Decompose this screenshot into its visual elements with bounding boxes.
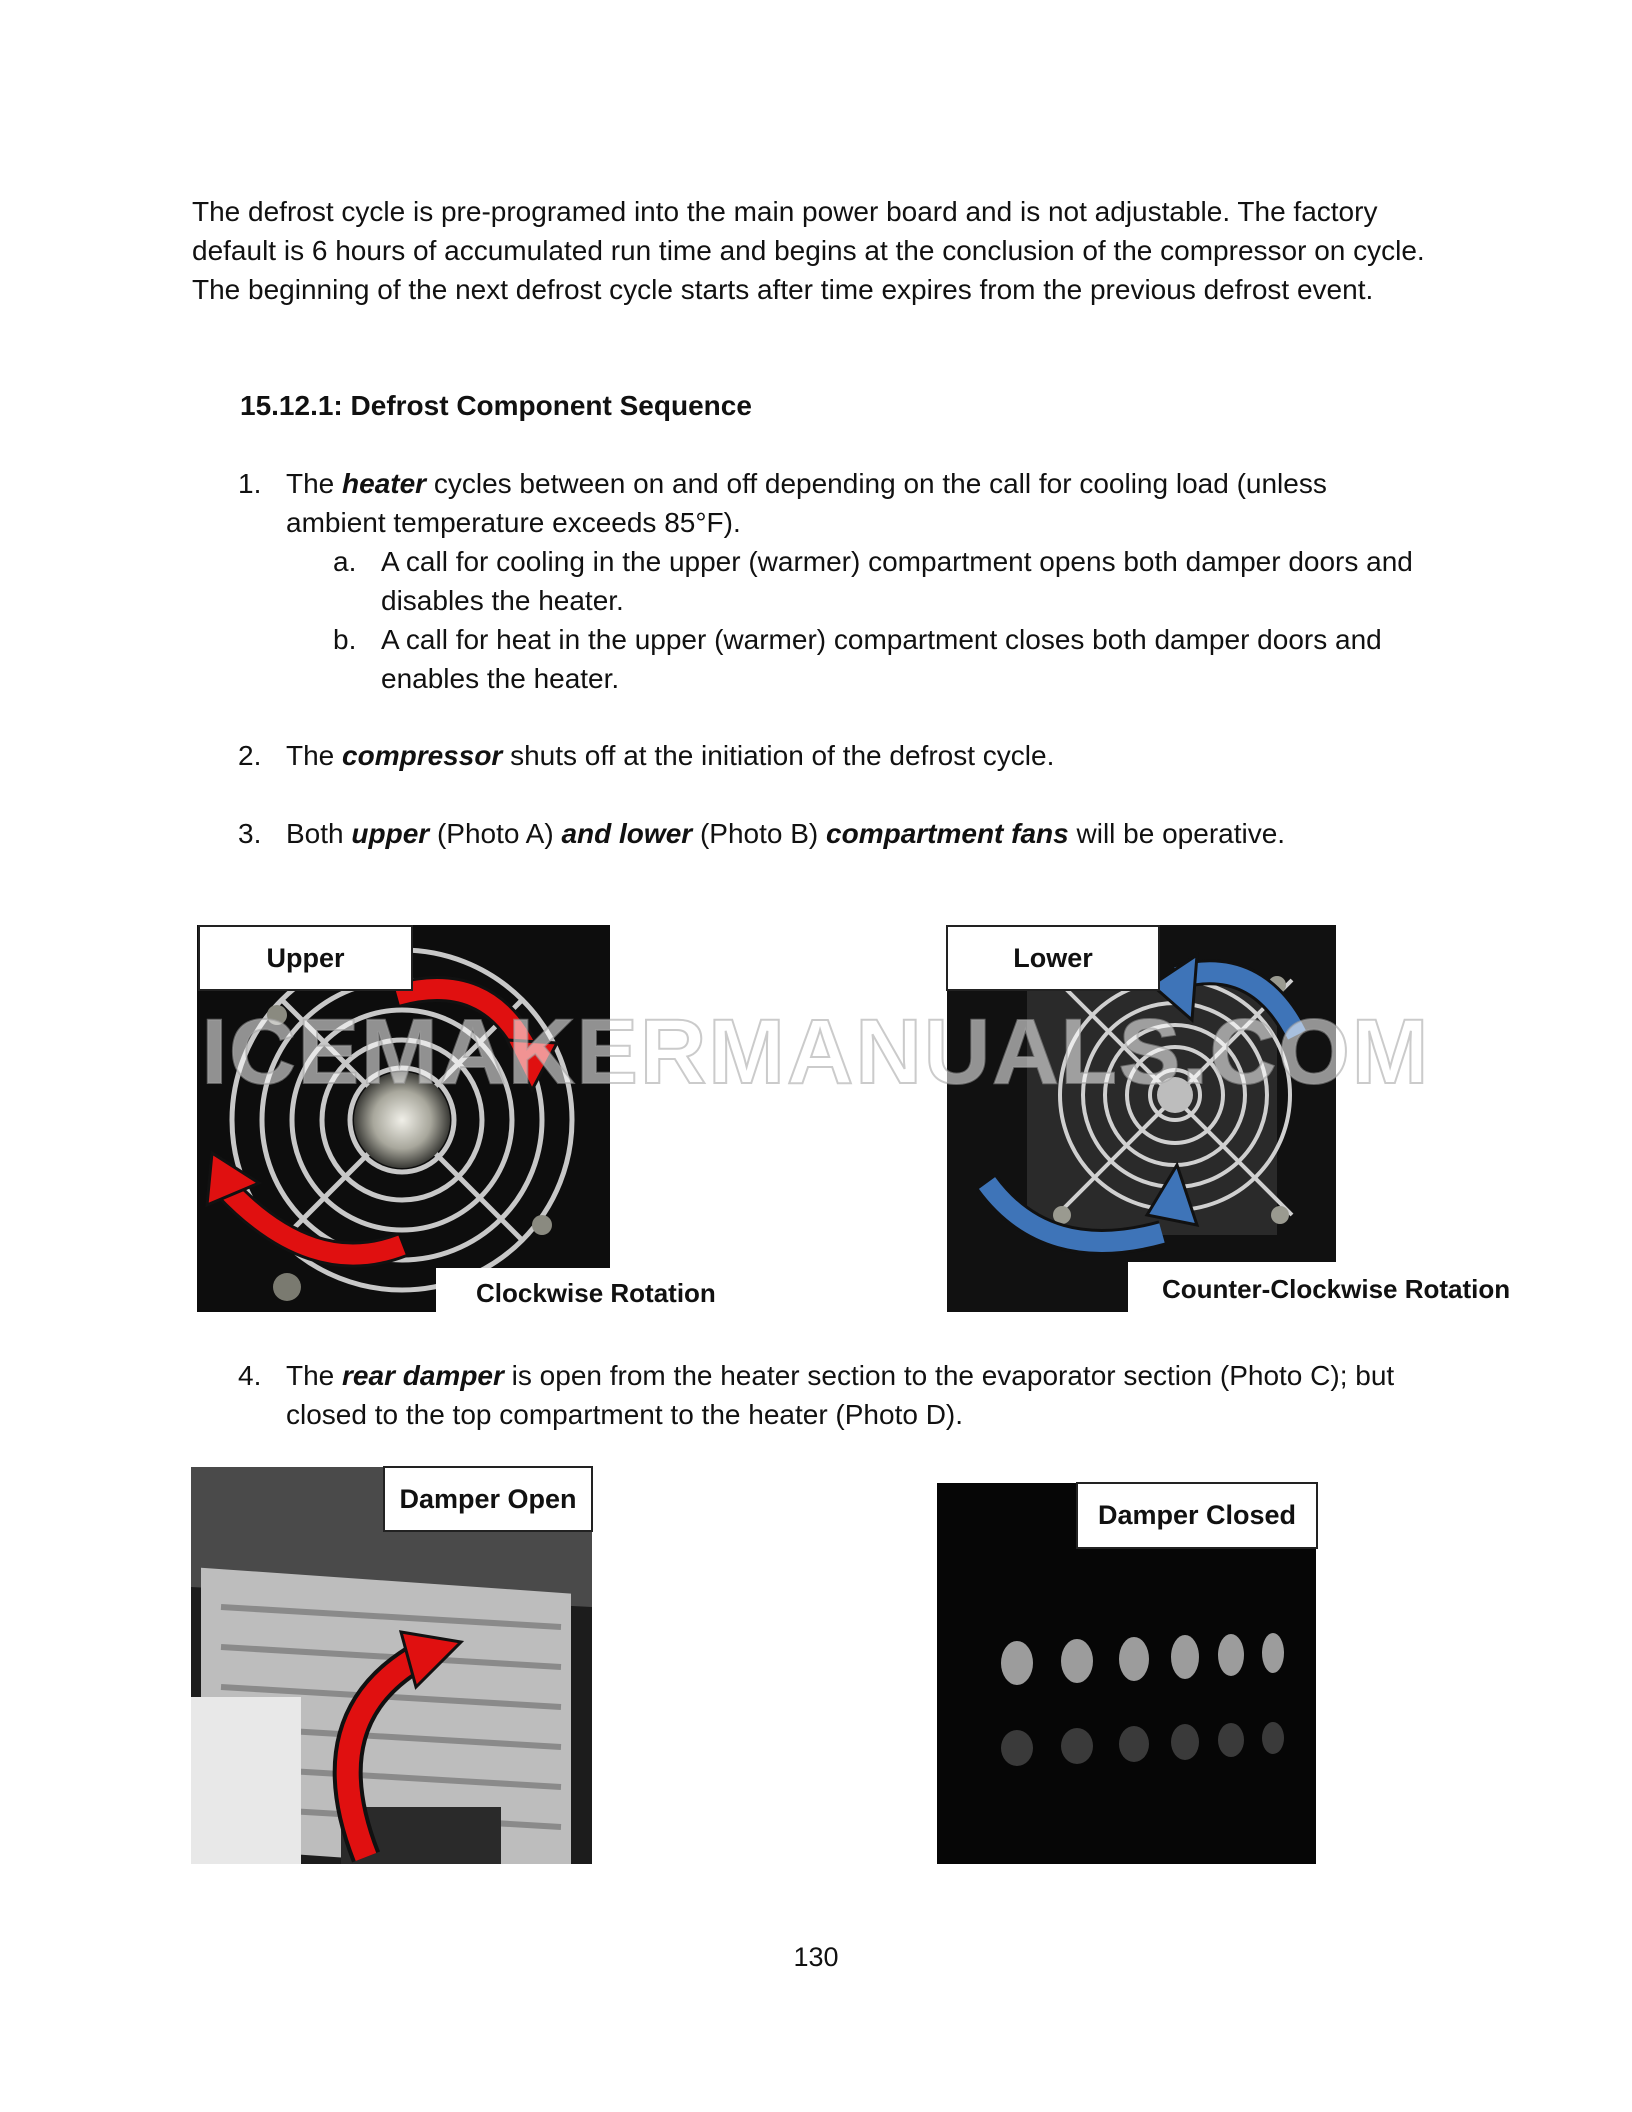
intro-paragraph: The defrost cycle is pre-programed into the main power board and is not adjustable. The factory default is 6 hours of accumulated run time and begins at the conclusion of the compressor on cycle. The beginning of the next defrost cycle starts after time expires from the previous defrost event. (192, 196, 1425, 305)
list-item-heater: The heater cycles between on and off depending on the call for cooling load (unless ambient temperature exceeds 85°F). (286, 468, 1327, 538)
list-number: 2. (238, 740, 262, 771)
photo-label-upper: Upper (198, 925, 413, 991)
list-number: 1. (238, 468, 262, 499)
sub-letter: b. (333, 624, 357, 655)
section-heading: 15.12.1: Defrost Component Sequence (240, 390, 752, 421)
emphasis-heater: heater (342, 468, 427, 499)
photo-label-lower: Lower (946, 925, 1160, 991)
photo-label-damper-open: Damper Open (383, 1466, 593, 1532)
list-number: 4. (238, 1360, 262, 1391)
list-item-compressor: The compressor shuts off at the initiation of the defrost cycle. (286, 740, 1055, 771)
sub-item-cooling: A call for cooling in the upper (warmer) compartment opens both damper doors and disables the heater. (381, 546, 1413, 616)
emphasis-compressor: compressor (342, 740, 503, 771)
list-item-rear-damper: The rear damper is open from the heater section to the evaporator section (Photo C); but closed to the top compartment to the heater (Photo D). (286, 1360, 1395, 1430)
sub-item-heat: A call for heat in the upper (warmer) compartment closes both damper doors and enables the heater. (381, 624, 1382, 694)
photo-label-damper-closed: Damper Closed (1076, 1482, 1318, 1549)
page-number: 130 (793, 1942, 839, 1972)
watermark: ICEMAKERMANUALS.COM (201, 1001, 1431, 1103)
caption-clockwise: Clockwise Rotation (436, 1268, 776, 1318)
list-item-fans: Both upper (Photo A) and lower (Photo B) compartment fans will be operative. (286, 818, 1286, 849)
sub-letter: a. (333, 546, 357, 577)
list-number: 3. (238, 818, 262, 849)
emphasis-rear-damper: rear damper (342, 1360, 504, 1391)
caption-counter-clockwise: Counter-Clockwise Rotation (1128, 1262, 1542, 1316)
